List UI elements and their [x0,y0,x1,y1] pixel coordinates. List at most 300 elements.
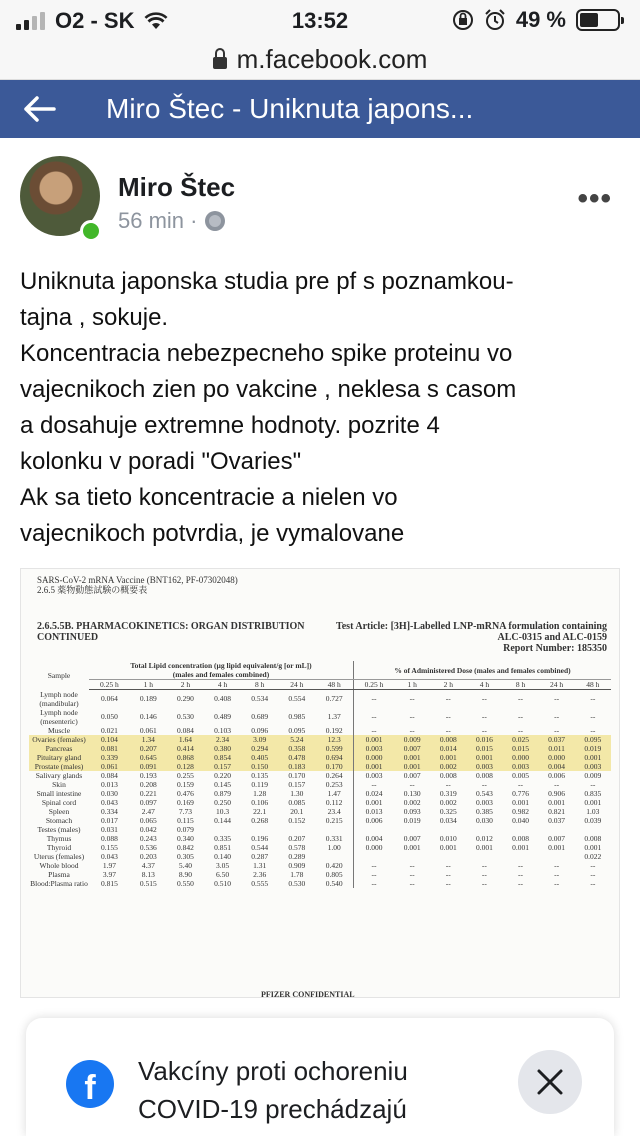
post-text-line: vajecnikoch zien po vakcine , neklesa s casom [20,376,517,403]
row-label: Blood:Plasma ratio [30,878,88,888]
concentration-cell: 1.28 [253,788,267,798]
banner-text [138,1052,498,1128]
percent-dose-cell: 0.005 [512,770,529,780]
concentration-cell: 0.159 [177,779,194,789]
percent-dose-cell: -- [353,780,394,789]
more-options-button[interactable]: ••• [577,182,612,215]
post-text-line: tajna , sokuje. [20,304,169,331]
lock-icon [213,57,227,69]
row-label: Small intestine [36,788,82,798]
concentration-cell: 0.144 [214,815,231,825]
percent-dose-cell: 0.001 [439,842,457,852]
concentration-cell: 0.540 [325,878,343,888]
alarm-icon [484,9,506,31]
doc-line2: 2.6.5 薬物動態試験の概要表 [37,585,148,595]
percent-dose-cell [430,825,466,834]
percent-dose-cell: 0.001 [353,735,394,744]
time-header: 2 h [167,680,204,690]
concentration-cell: 0.287 [251,851,269,861]
concentration-cell: 0.909 [288,860,306,870]
row-label: Thymus [46,833,72,843]
table-row [29,789,611,798]
table-row [29,879,611,888]
doc-section-title: 2.6.5.5B. PHARMACOKINETICS: ORGAN DISTRIBUTION CONTINUED [37,621,305,643]
percent-dose-cell [353,852,394,861]
page-header [0,80,640,138]
document-image[interactable] [20,568,620,998]
concentration-cell: 0.408 [214,694,231,704]
concentration-cell: 0.079 [177,824,194,834]
concentration-cell: 0.289 [288,851,306,861]
percent-dose-cell: 0.000 [353,753,394,762]
concentration-cell: 0.155 [100,842,118,852]
concentration-cell: 0.207 [130,744,167,753]
concentration-cell: 0.414 [167,744,204,753]
percent-dose-cell: 0.001 [403,842,421,852]
percent-dose-cell: -- [590,779,596,789]
time-header-row [29,680,611,690]
table-row [29,735,611,744]
facebook-logo-icon: f [66,1060,114,1108]
concentration-cell: 0.088 [100,833,118,843]
percent-dose-cell: 0.014 [430,744,466,753]
concentration-cell: 1.30 [290,788,304,798]
percent-dose-cell: -- [353,879,394,888]
percent-dose-cell: -- [518,694,523,704]
concentration-cell: 3.05 [215,860,230,870]
concentration-cell: 10.3 [215,806,230,816]
percent-dose-cell: 0.037 [539,735,575,744]
online-indicator [80,220,102,242]
row-label: Pancreas [29,744,89,753]
percent-dose-cell: 0.000 [502,753,538,762]
concentration-header [89,661,353,680]
concentration-cell: 0.042 [139,824,157,834]
concentration-cell: 1.78 [290,869,304,879]
doc-report-line: Report Number: 185350 [503,643,607,654]
concentration-cell: 0.335 [214,833,231,843]
concentration-cell: 0.064 [100,694,118,704]
percent-dose-cell: 0.024 [353,789,394,798]
percent-dose-cell: 0.008 [439,770,457,780]
percent-dose-cell: 0.906 [548,788,566,798]
concentration-cell: 0.694 [315,753,353,762]
percent-dose-cell: -- [353,726,394,735]
percent-dose-cell [502,852,538,861]
table-row [29,726,611,735]
concentration-cell: 0.097 [139,797,157,807]
row-label: Plasma [48,869,70,879]
percent-dose-cell: 0.001 [548,842,566,852]
percent-dose-cell: -- [554,860,560,870]
percent-dose-cell: 0.543 [475,788,493,798]
percent-dose-cell: -- [409,725,415,735]
row-label: Testes (males) [37,824,81,834]
percent-dose-cell: -- [518,878,523,888]
concentration-cell: 5.40 [178,860,192,870]
concentration-cell: 0.043 [100,797,118,807]
percent-dose-cell: -- [518,860,523,870]
concentration-cell: 3.09 [241,735,278,744]
concentration-cell: 23.4 [327,806,341,816]
post-text [20,264,620,552]
concentration-cell: 0.061 [89,762,130,771]
table-row [29,852,611,861]
percent-dose-cell: 0.037 [548,815,566,825]
app-banner[interactable] [26,1018,614,1136]
percent-dose-cell: -- [481,869,487,879]
percent-dose-cell: 0.001 [512,797,529,807]
concentration-cell: 2.36 [253,869,267,879]
table-row [29,780,611,789]
percent-dose-cell: -- [445,712,451,721]
percent-dose-cell: -- [590,712,596,721]
concentration-cell: 0.043 [100,851,118,861]
concentration-cell: 0.112 [325,797,343,807]
post-time[interactable]: 56 min · [118,208,198,233]
pk-table [29,661,611,888]
battery-percent: 49 % [515,7,566,32]
percent-dose-cell: 0.000 [539,753,575,762]
concentration-cell: 0.215 [325,815,343,825]
percent-dose-cell: 0.001 [548,797,566,807]
table-row [29,807,611,816]
battery-icon [576,9,620,31]
percent-dose-cell: 0.130 [403,788,421,798]
concentration-cell: 0.555 [251,878,269,888]
percent-dose-cell: -- [481,878,487,888]
concentration-cell: 0.183 [278,762,315,771]
concentration-cell: 6.50 [215,869,230,879]
close-icon [536,1068,564,1096]
concentration-cell [315,852,353,861]
concentration-cell: 22.1 [253,806,267,816]
concentration-cell [241,825,278,834]
percent-dose-cell: -- [554,779,560,789]
percent-dose-cell [430,852,466,861]
percent-dose-cell: 0.034 [439,815,457,825]
post-text-line: Uniknuta japonska studia pre pf s poznamkou- [20,268,514,295]
sample-header: Sample [47,670,71,680]
percent-dose-cell: 0.006 [353,816,394,825]
carrier-label: O2 - SK [55,8,135,33]
concentration-cell: 0.150 [241,762,278,771]
percent-dose-cell: 0.319 [439,788,457,798]
percent-dose-cell [539,852,575,861]
concentration-cell: 7.73 [178,806,192,816]
percent-dose-cell: 0.007 [548,833,566,843]
percent-dose-cell: 0.007 [394,744,430,753]
table-row [29,753,611,762]
concentration-cell: 0.157 [204,762,241,771]
table-row [29,744,611,753]
percent-dose-cell: 0.002 [430,762,466,771]
percent-dose-cell: 0.015 [502,744,538,753]
percent-dose-cell: 0.019 [403,815,421,825]
back-arrow-icon [24,96,56,122]
percent-dose-cell: -- [590,725,596,735]
percent-dose-cell: 0.001 [394,762,430,771]
row-label: Muscle [47,725,71,735]
concentration-cell: 0.268 [251,815,269,825]
clock: 13:52 [291,8,349,33]
time-header: 48 h [575,680,611,690]
percent-dose-cell: 0.002 [403,797,421,807]
percent-dose-cell: 0.004 [539,762,575,771]
banner-text-line2: COVID-19 prechádzajú [138,1094,407,1124]
time-header: 4 h [204,680,241,690]
post [0,138,640,1136]
percent-dose-cell: 0.776 [512,788,529,798]
concentration-cell: 0.405 [241,753,278,762]
percent-dose-cell: -- [409,779,415,789]
percent-dose-cell: 0.009 [584,770,602,780]
percent-dose-cell: 0.001 [394,753,430,762]
post-text-line: vajecnikoch potvrdia, je vymalovane [20,520,405,547]
table-row [29,816,611,825]
url-text: m.facebook.com [236,44,428,74]
concentration-cell: 0.145 [214,779,231,789]
doc-test-article-line: Test Article: [3H]-Labelled LNP-mRNA formulation containing [335,621,607,632]
percent-dose-cell: 0.002 [439,797,457,807]
concentration-cell: 0.208 [139,779,157,789]
percent-dose-cell [353,825,394,834]
time-header: 24 h [539,680,575,690]
percent-dose-cell: -- [353,690,394,708]
concentration-cell: 0.645 [130,753,167,762]
time-header: 24 h [278,680,315,690]
concentration-cell: 0.530 [288,878,306,888]
concentration-cell: 0.095 [288,725,306,735]
concentration-cell: 0.196 [251,833,269,843]
percent-dose-cell: 0.013 [353,807,394,816]
concentration-cell: 0.084 [100,770,118,780]
concentration-cell: 8.90 [178,869,192,879]
table-row [29,708,611,726]
time-header: 8 h [241,680,278,690]
percent-dose-cell: 0.019 [575,744,611,753]
percent-dose-cell: -- [409,712,415,721]
concentration-cell: 0.091 [130,762,167,771]
concentration-cell: 0.221 [139,788,157,798]
time-header: 2 h [430,680,466,690]
concentration-cell [278,825,315,834]
row-label: Prostate (males) [29,762,89,771]
post-meta [118,208,225,234]
concentration-cell: 0.013 [100,779,118,789]
concentration-cell: 0.104 [89,735,130,744]
percent-dose-cell: 0.007 [403,833,421,843]
percent-dose-cell: -- [353,861,394,870]
concentration-cell: 0.331 [325,833,343,843]
concentration-cell: 0.689 [251,712,269,721]
orientation-lock-icon [452,9,474,31]
percent-dose-cell: -- [554,869,560,879]
concentration-cell: 0.420 [325,860,343,870]
percent-dose-cell: 0.007 [403,770,421,780]
concentration-cell: 0.119 [251,779,268,789]
concentration-cell: 0.140 [214,851,231,861]
concentration-cell: 0.510 [214,878,231,888]
row-label: Thyroid [46,842,72,852]
concentration-cell: 1.31 [253,860,267,870]
doc-test-article [307,621,607,654]
row-label: Spinal cord [41,797,77,807]
doc-header [37,575,238,595]
address-bar[interactable] [0,40,640,80]
percent-dose-cell: 0.025 [502,735,538,744]
concentration-cell: 0.290 [177,694,194,704]
back-button[interactable] [0,80,80,138]
concentration-cell: 0.146 [139,712,157,721]
percent-dose-cell: 0.008 [512,833,529,843]
concentration-cell: 0.170 [315,762,353,771]
percent-dose-cell: 0.001 [512,842,529,852]
row-label: Whole blood [39,860,79,870]
percent-dose-cell: 0.022 [584,851,602,861]
percent-dose-cell: -- [590,860,596,870]
banner-text-line1: Vakcíny proti ochoreniu [138,1056,408,1086]
time-header: 0.25 h [89,680,130,690]
time-header: 1 h [130,680,167,690]
concentration-cell: 0.805 [325,869,343,879]
table-row [29,861,611,870]
time-header: 8 h [502,680,538,690]
percent-dose-cell: -- [554,694,560,704]
concentration-cell: 1.34 [130,735,167,744]
concentration-cell: 5.24 [278,735,315,744]
percent-dose-cell: 0.008 [475,770,493,780]
percent-dose-cell: 0.093 [403,806,421,816]
percent-dose-cell: 0.001 [466,753,502,762]
percent-dose-cell: 0.030 [475,815,493,825]
table-row [29,762,611,771]
percent-dose-cell: 0.003 [575,762,611,771]
banner-close-button[interactable] [518,1050,582,1114]
concentration-cell: 0.253 [325,779,343,789]
percent-dose-cell: 0.001 [430,753,466,762]
percent-dose-cell: 0.821 [548,806,566,816]
percent-dose-cell: 0.012 [475,833,493,843]
percent-dose-cell [575,825,611,834]
concentration-cell: 0.515 [139,878,157,888]
concentration-cell: 0.380 [204,744,241,753]
percent-dose-cell: 0.003 [353,771,394,780]
time-header: 0.25 h [353,680,394,690]
percent-dose-cell: 0.001 [584,842,602,852]
concentration-cell: 1.00 [327,842,341,852]
post-text-line: a dosahuje extremne hodnoty. pozrite 4 [20,412,440,439]
concentration-cell: 0.264 [325,770,343,780]
percent-dose-cell: 0.003 [502,762,538,771]
doc-footer: PFIZER CONFIDENTIAL [261,990,355,998]
concentration-cell: 0.339 [89,753,130,762]
concentration-cell: 0.207 [288,833,306,843]
concentration-cell: 0.050 [100,712,118,721]
concentration-cell: 1.64 [167,735,204,744]
concentration-cell: 0.157 [288,779,306,789]
concentration-header-sub: (males and females combined) [172,670,270,679]
percent-dose-cell [502,825,538,834]
concentration-cell: 3.97 [102,869,116,879]
percent-dose-cell: -- [518,712,523,721]
concentration-cell: 0.243 [139,833,157,843]
page-title: Miro Štec - Uniknuta japons... [106,93,474,124]
table-row [29,771,611,780]
post-text-line: Ak sa tieto koncentracie a nielen vo [20,484,398,511]
percent-dose-cell: -- [590,694,596,704]
percent-dose-cell: 0.385 [475,806,493,816]
concentration-cell: 0.250 [214,797,231,807]
concentration-cell: 0.851 [214,842,231,852]
percent-dose-cell: 0.325 [439,806,457,816]
concentration-cell: 0.305 [177,851,194,861]
concentration-cell: 0.842 [177,842,194,852]
concentration-cell: 0.854 [204,753,241,762]
concentration-cell: 0.530 [177,712,194,721]
percent-dose-cell [466,852,502,861]
concentration-header-title: Total Lipid concentration (µg lipid equivalent/g [or mL]) [130,661,312,670]
concentration-cell: 0.727 [325,694,343,704]
percent-dose-cell: -- [590,878,596,888]
percent-dose-cell: 0.016 [466,735,502,744]
concentration-cell: 0.578 [288,842,306,852]
concentration-cell: 0.550 [177,878,194,888]
percent-dose-cell: -- [554,712,560,721]
percent-dose-cell: -- [445,725,451,735]
percent-dose-cell [394,852,430,861]
concentration-cell: 0.879 [214,788,231,798]
concentration-cell: 0.534 [251,694,269,704]
row-label: Uterus (females) [33,851,85,861]
percent-dose-cell: 0.008 [584,833,602,843]
percent-dose-cell: 0.000 [353,843,394,852]
percent-dose-cell: -- [554,878,560,888]
concentration-cell: 1.37 [327,712,341,721]
concentration-cell: 0.815 [100,878,118,888]
percent-dose-cell: 0.009 [394,735,430,744]
concentration-cell: 0.115 [177,815,194,825]
concentration-cell: 0.294 [241,744,278,753]
time-header: 48 h [315,680,353,690]
percent-dose-cell: -- [445,779,451,789]
percent-dose-cell: 0.003 [475,797,493,807]
status-right [452,7,620,33]
percent-dose-cell: 0.001 [353,762,394,771]
percent-dose-cell: 0.001 [475,842,493,852]
table-row [29,690,611,708]
pk-table-body [29,690,611,888]
percent-dose-cell [466,825,502,834]
percent-dose-cell: 0.095 [575,735,611,744]
concentration-cell: 0.868 [167,753,204,762]
concentration-cell: 0.017 [100,815,118,825]
concentration-cell: 0.192 [325,725,343,735]
post-text-line: kolonku v poradi "Ovaries" [20,448,302,475]
doc-alc-line: ALC-0315 and ALC-0159 [497,632,607,643]
percent-dose-cell: 1.03 [586,806,600,816]
percent-dose-cell: -- [518,869,523,879]
percent-dose-cell: 0.835 [584,788,602,798]
concentration-cell: 2.47 [141,806,155,816]
concentration-cell: 0.599 [315,744,353,753]
percent-dose-cell: -- [590,869,596,879]
concentration-cell: 0.985 [288,712,306,721]
author-name[interactable]: Miro Štec [118,172,236,202]
percent-dose-cell: -- [409,869,415,879]
concentration-cell: 0.536 [139,842,157,852]
concentration-cell: 0.085 [288,797,306,807]
